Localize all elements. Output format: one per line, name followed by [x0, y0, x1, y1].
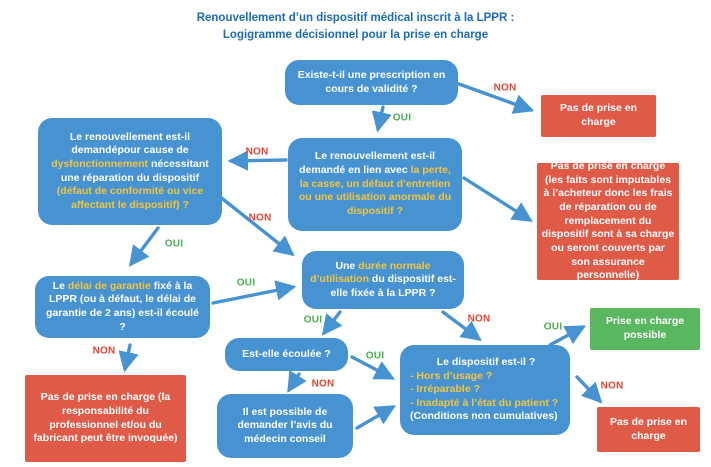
arrow-garantie-to-no-coverage-liability: [125, 345, 130, 369]
edge-label-lien-non: NON: [245, 146, 269, 158]
arrow-prescription-to-lien: [378, 107, 383, 129]
dysfonctionnement-highlight: dysfonctionnement: [51, 157, 149, 170]
node-no-coverage-liability: [25, 375, 186, 462]
edge-label-garantie-oui: OUI: [236, 277, 256, 289]
edge-label-dysfonction-oui: OUI: [164, 238, 184, 250]
edge-label-duree-non: NON: [467, 313, 491, 325]
arrow-dysfonction-to-garantie: [131, 228, 158, 264]
page-title-line2: Logigramme décisionnel pour la prise en charge: [222, 28, 489, 41]
arrow-dysfonction-to-duree: [219, 196, 292, 254]
edge-label-duree-oui: OUI: [303, 314, 323, 326]
perte-casse-highlight: la perte, la casse, un défaut d’entretien ou une utilisation anormale du dispositif ?: [298, 164, 452, 217]
node-dispositif-etat-question: [400, 345, 570, 435]
delai-garantie-highlight: délai de garantie: [67, 279, 151, 292]
dispositif-bullet-inadapte: - Inadapté à l’état du patient ?: [410, 396, 559, 409]
arrow-lien-to-no-coverage-buyer: [464, 178, 530, 220]
node-dysfonction-question: [38, 118, 222, 225]
arrow-dispositif-to-no-coverage-final: [577, 377, 600, 401]
node-coverage-possible-text: Prise en charge possible: [605, 315, 685, 341]
edge-label-prescription-non: NON: [493, 82, 517, 94]
edge-label-dispositif-oui: OUI: [543, 321, 563, 333]
node-delai-garantie-question: [35, 276, 210, 338]
page-title-line1: Renouvellement d’un dispositif médical inscrit à la LPPR :: [196, 12, 515, 24]
node-no-coverage-final: [597, 407, 700, 452]
arrow-ecoulee-to-medecin: [289, 374, 299, 390]
edge-label-ecoulee-oui: OUI: [365, 350, 385, 362]
node-prescription-text: Existe-t-il une prescription en cours de validité ?: [297, 68, 446, 95]
node-no-coverage-top: [541, 95, 656, 137]
node-no-coverage-top-text: Pas de prise en charge: [559, 102, 638, 128]
node-ecoulee-text: Est-elle écoulée ?: [242, 347, 331, 360]
node-duree-utilisation-question: [302, 251, 464, 309]
node-garantie-text: Le délai de garantie fixé à la LPPR (ou à défaut, le délai de garantie de 2 ans) est-il écoulé ?: [46, 279, 199, 333]
node-duree-text: Une durée normale d’utilisation du dispositif est-elle fixée à la LPPR ?: [310, 259, 456, 299]
dispositif-question: Le dispositif est-il ?: [436, 355, 536, 368]
node-no-coverage-buyer: [537, 160, 679, 282]
node-no-coverage-buyer-text: Pas de prise en charge (les faits sont imputables à l’acheteur donc les frais de réparation ou de remplacement du dispositif sont à sa charge ou seront couverts par son assurance personnelle): [541, 160, 675, 282]
dispositif-conditions-note: (Conditions non cumulatives): [410, 410, 558, 423]
node-prescription-validity: [285, 60, 458, 105]
edge-label-prescription-oui: OUI: [392, 112, 412, 124]
page-title: [0, 10, 711, 43]
node-lien-text: Le renouvellement est-il demandé en lien avec la perte, la casse, un défaut d’entretien ou une utilisation anormale du dispositif ?: [298, 150, 452, 217]
dispositif-bullet-hors-usage: - Hors d’usage ?: [410, 369, 493, 382]
edge-label-dysfonction-non: NON: [248, 212, 272, 224]
edge-label-dispositif-non: NON: [600, 380, 624, 392]
edge-label-garantie-non: NON: [92, 345, 116, 357]
node-avis-medecin-conseil: [217, 394, 353, 458]
node-dysfonction-text: Le renouvellement est-il demandépour cause de dysfonctionnement nécessitant une réparation du dispositif (défaut de conformité ou vice affectant le dispositif) ?: [51, 130, 209, 211]
node-medecin-text: Il est possible de demander l’avis du médecin conseil: [237, 405, 333, 445]
node-no-coverage-liability-text: Pas de prise en charge (la responsabilité du professionnel et/ou du fabricant peut être invoquée): [33, 391, 178, 445]
dispositif-bullet-irreparable: - Irréparable ?: [410, 383, 481, 396]
arrow-garantie-to-duree: [213, 287, 293, 303]
arrow-lien-to-dysfonction: [231, 160, 286, 161]
arrow-medecin-to-dispositif: [357, 407, 393, 428]
node-est-elle-ecoulee-question: [225, 338, 348, 371]
edge-label-ecoulee-non: NON: [311, 378, 335, 390]
arrow-duree-to-ecoulee: [324, 312, 340, 333]
node-no-coverage-final-text: Pas de prise en charge: [609, 415, 688, 442]
defaut-conformite-highlight: (défaut de conformité ou vice affectant le dispositif) ?: [56, 185, 204, 211]
node-perte-casse-question: [288, 138, 462, 231]
duree-normale-highlight: durée normale d’utilisation: [310, 259, 431, 286]
node-coverage-possible: [590, 308, 700, 350]
